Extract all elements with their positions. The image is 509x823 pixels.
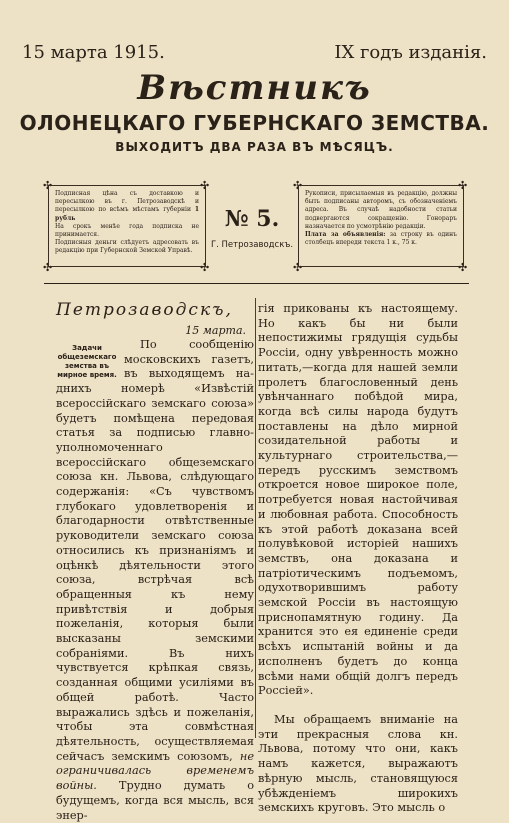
newspaper-title: Вѣстникъ <box>137 68 372 108</box>
article-sidenote: Задачи общеземскаго земства въ мирное время. <box>57 344 117 379</box>
article-emphasis: не ограничивалась временемъ войны. <box>56 749 255 793</box>
ornament-cross-icon: ✣ <box>43 261 53 274</box>
article-paragraph: По сообщенію московскихъ газетъ, въ выходящемъ на-днихъ номерѣ «Извѣстій всероссійскаго земскаго союза» будетъ помѣщена передовая статья за подписью главно-уполномоченнаго всероссійскаго общеземскаго союза кн. Львова, слѣдующаго содержанія: «Съ чувствомъ глубокаго удовлетворенія и благодарности отвѣтственные руководители земскаго союза относились къ признаніямъ и оцѣнкѣ дѣятельности этого союза, встрѣчая всѣ обращенныя къ нему привѣтствія и добрыя пожеланія, которыя были высказаны земскими собраніями. Въ нихъ чувствуется крѣпкая связь, созданная общими усиліями въ общей работѣ. Часто выражались здѣсь и пожеланія, чтобы эта совмѣстная дѣятельность, осуществляемая сейчасъ земскимъ союзомъ, <box>56 338 254 763</box>
publication-year: IX годъ изданія. <box>334 42 487 63</box>
ads-label: Плата за объявленія: <box>305 231 386 239</box>
ornament-cross-icon: ✣ <box>200 179 210 192</box>
editorial-info-box <box>298 185 464 267</box>
header-divider <box>44 283 469 284</box>
article-heading: Петрозаводскъ, <box>56 300 233 320</box>
subscription-text: Подписная цѣна съ доставкою и пересылкою въ г. Петрозаводскѣ и пересылкою по всѣмъ мѣстамъ губерніи <box>55 190 199 214</box>
subscription-term: На срокъ менѣе года подписка не принимается. <box>55 222 199 239</box>
article-paragraph-end: Трудно думать о будущемъ, когда вся мысль, вся энер- <box>56 779 254 822</box>
top-line <box>22 42 487 66</box>
column-divider <box>255 298 256 738</box>
subscription-price: 1 рубль <box>55 206 199 222</box>
article-dateline: 15 марта. <box>185 324 246 337</box>
ornament-cross-icon: ✣ <box>458 179 468 192</box>
ornament-cross-icon: ✣ <box>458 261 468 274</box>
ornament-cross-icon: ✣ <box>43 179 53 192</box>
ornament-cross-icon: ✣ <box>293 179 303 192</box>
issue-number: № 5. <box>224 206 280 232</box>
ornament-cross-icon: ✣ <box>200 261 210 274</box>
newspaper-subtitle: ОЛОНЕЦКАГО ГУБЕРНСКАГО ЗЕМСТВА. <box>19 111 490 135</box>
publication-frequency: ВЫХОДИТЪ ДВА РАЗА ВЪ МѢСЯЦЪ. <box>115 140 394 154</box>
article-paragraph-second: Мы обращаемъ вниманіе на эти прекрасныя слова кн. Львова, потому что они, какъ намъ кажется, выражаютъ вѣрную мысль, становящуюся убѣжденіемъ широкихъ земскихъ круговъ. Это мысль о <box>258 712 458 815</box>
ads-text: за строку въ одинъ столбецъ впереди текста 1 к., 75 к. <box>305 231 457 247</box>
issue-date: 15 марта 1915. <box>22 42 165 63</box>
subscription-info-box <box>48 185 206 267</box>
issue-place: Г. Петрозаводскъ. <box>210 240 294 250</box>
article-paragraph-continued: гія прикованы къ настоящему. Но какъ бы ни были непостижимы грядущія судьбы Россіи, одну увѣренность можно питать,—когда для нашей земли пролетъ благословенный день увѣнчаннаго побѣдой мира, когда всѣ силы народа будутъ поставлены на дѣло мирной созидательной работы и культурнаго строительства,—передъ русскимъ земствомъ откроется новое широкое поле, потребуется новая настойчивая и любовная работа. Способность къ этой работѣ доказана всей полувѣковой исторіей нашихъ земствъ, она доказана и патріотическимъ подъемомъ, одухотворившимъ работу земской Россіи въ настоящую приснопамятную годину. Да хранится это ея единеніе среди всѣхъ испытаній войны и да исполненъ будетъ до конца всѣми нами общій долгъ передъ Россіей». <box>258 302 458 698</box>
masthead <box>0 70 509 154</box>
ornament-cross-icon: ✣ <box>293 261 303 274</box>
manuscripts-text: Рукописи, присылаемыя въ редакцію, должны быть подписаны авторомъ, съ обозначеніемъ адреса. Въ случаѣ надобности статьи подвергаются сокращенію. Гонораръ назначается по усмотрѣнію редакціи. <box>305 190 457 230</box>
article-column-right <box>258 302 458 816</box>
subscription-address: Подписныя деньги слѣдуетъ адресовать въ редакцію при Губернской Земской Управѣ. <box>55 239 199 255</box>
